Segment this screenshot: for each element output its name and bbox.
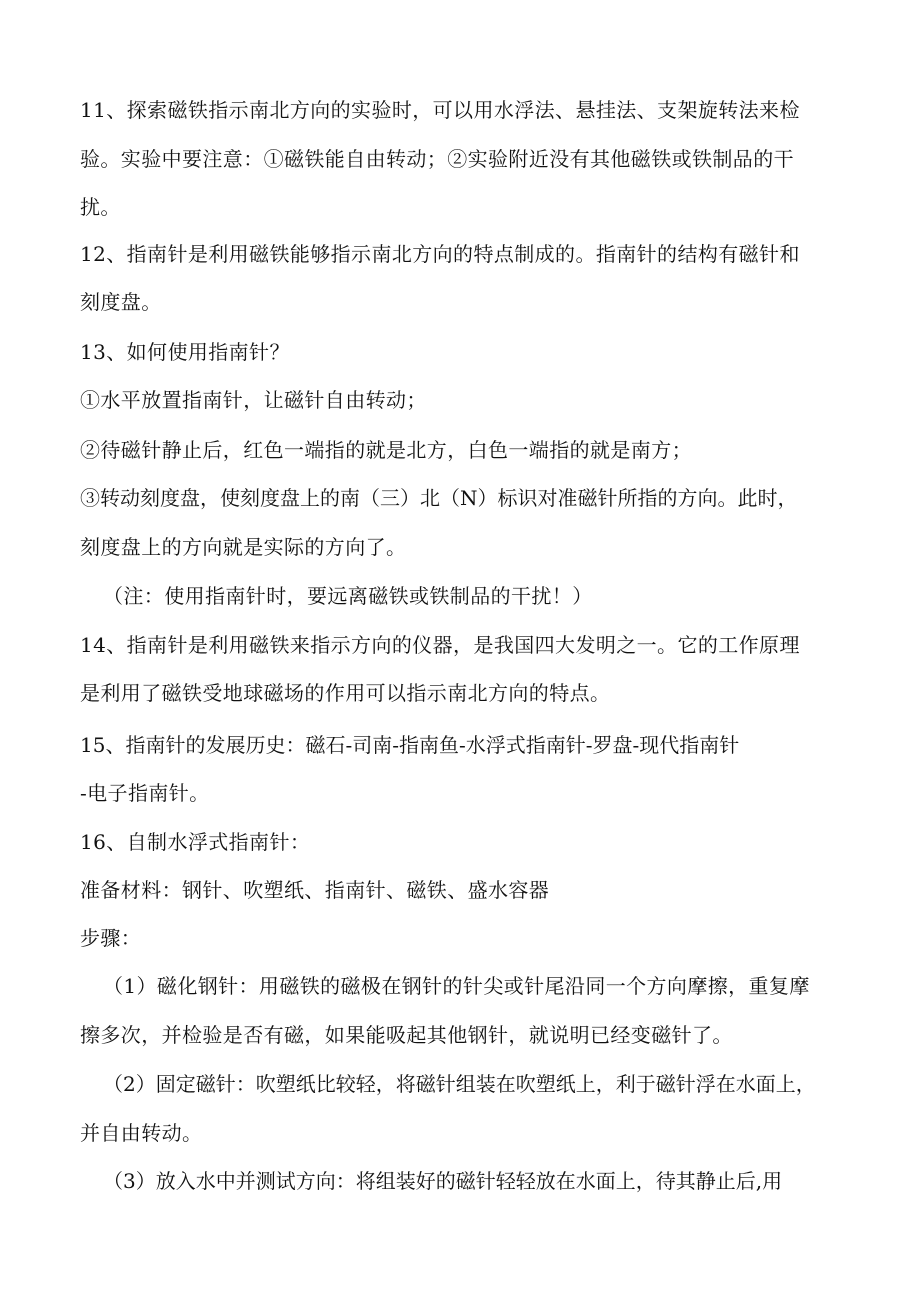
text-line-steps-heading: 步骤： xyxy=(80,926,142,950)
text-line-item-12: 12、指南针是利用磁铁能够指示南北方向的特点制成的。指南针的结构有磁针和 xyxy=(80,242,800,266)
text-line-item-14-cont: 是利用了磁铁受地球磁场的作用可以指示南北方向的特点。 xyxy=(80,681,611,705)
text-line-item-13: 13、如何使用指南针？ xyxy=(80,340,290,364)
text-line-substep-2: （2）固定磁针：吹塑纸比较轻，将磁针组装在吹塑纸上，利于磁针浮在水面上， xyxy=(103,1072,816,1096)
text-line-substep-1-cont: 擦多次，并检验是否有磁，如果能吸起其他钢针，就说明已经变磁针了。 xyxy=(80,1023,733,1047)
text-line-step-3: ③转动刻度盘，使刻度盘上的南（三）北（N）标识对准磁针所指的方向。此时， xyxy=(80,486,798,510)
text-line-materials: 准备材料：钢针、吹塑纸、指南针、磁铁、盛水容器 xyxy=(80,878,550,902)
text-line-item-12-cont: 刻度盘。 xyxy=(80,290,162,314)
text-line-substep-3: （3）放入水中并测试方向：将组装好的磁针轻轻放在水面上，待其静止后,用 xyxy=(103,1169,783,1193)
text-line-substep-2-cont: 并自由转动。 xyxy=(80,1121,203,1145)
text-line-item-16: 16、自制水浮式指南针： xyxy=(80,830,311,854)
text-line-item-11-cont: 验。实验中要注意：①磁铁能自由转动；②实验附近没有其他磁铁或铁制品的干 xyxy=(80,147,794,171)
text-line-item-15: 15、指南针的发展历史：磁石-司南-指南鱼-水浮式指南针-罗盘-现代指南针 xyxy=(80,733,740,757)
text-line-item-14: 14、指南针是利用磁铁来指示方向的仪器，是我国四大发明之一。它的工作原理 xyxy=(80,633,800,657)
text-line-step-2: ②待磁针静止后，红色一端指的就是北方，白色一端指的就是南方； xyxy=(80,438,692,462)
text-line-note: （注：使用指南针时，要远离磁铁或铁制品的干扰！） xyxy=(103,584,593,608)
text-line-item-15-cont: -电子指南针。 xyxy=(80,781,210,805)
text-line-item-11-end: 扰。 xyxy=(80,195,121,219)
text-line-step-1: ①水平放置指南针，让磁针自由转动； xyxy=(80,388,427,412)
text-line-item-11: 11、探索磁铁指示南北方向的实验时，可以用水浮法、悬挂法、支架旋转法来检 xyxy=(80,98,800,122)
text-line-step-3-cont: 刻度盘上的方向就是实际的方向了。 xyxy=(80,535,407,559)
text-line-substep-1: （1）磁化钢针：用磁铁的磁极在钢针的针尖或针尾沿同一个方向摩擦，重复摩 xyxy=(103,974,810,998)
